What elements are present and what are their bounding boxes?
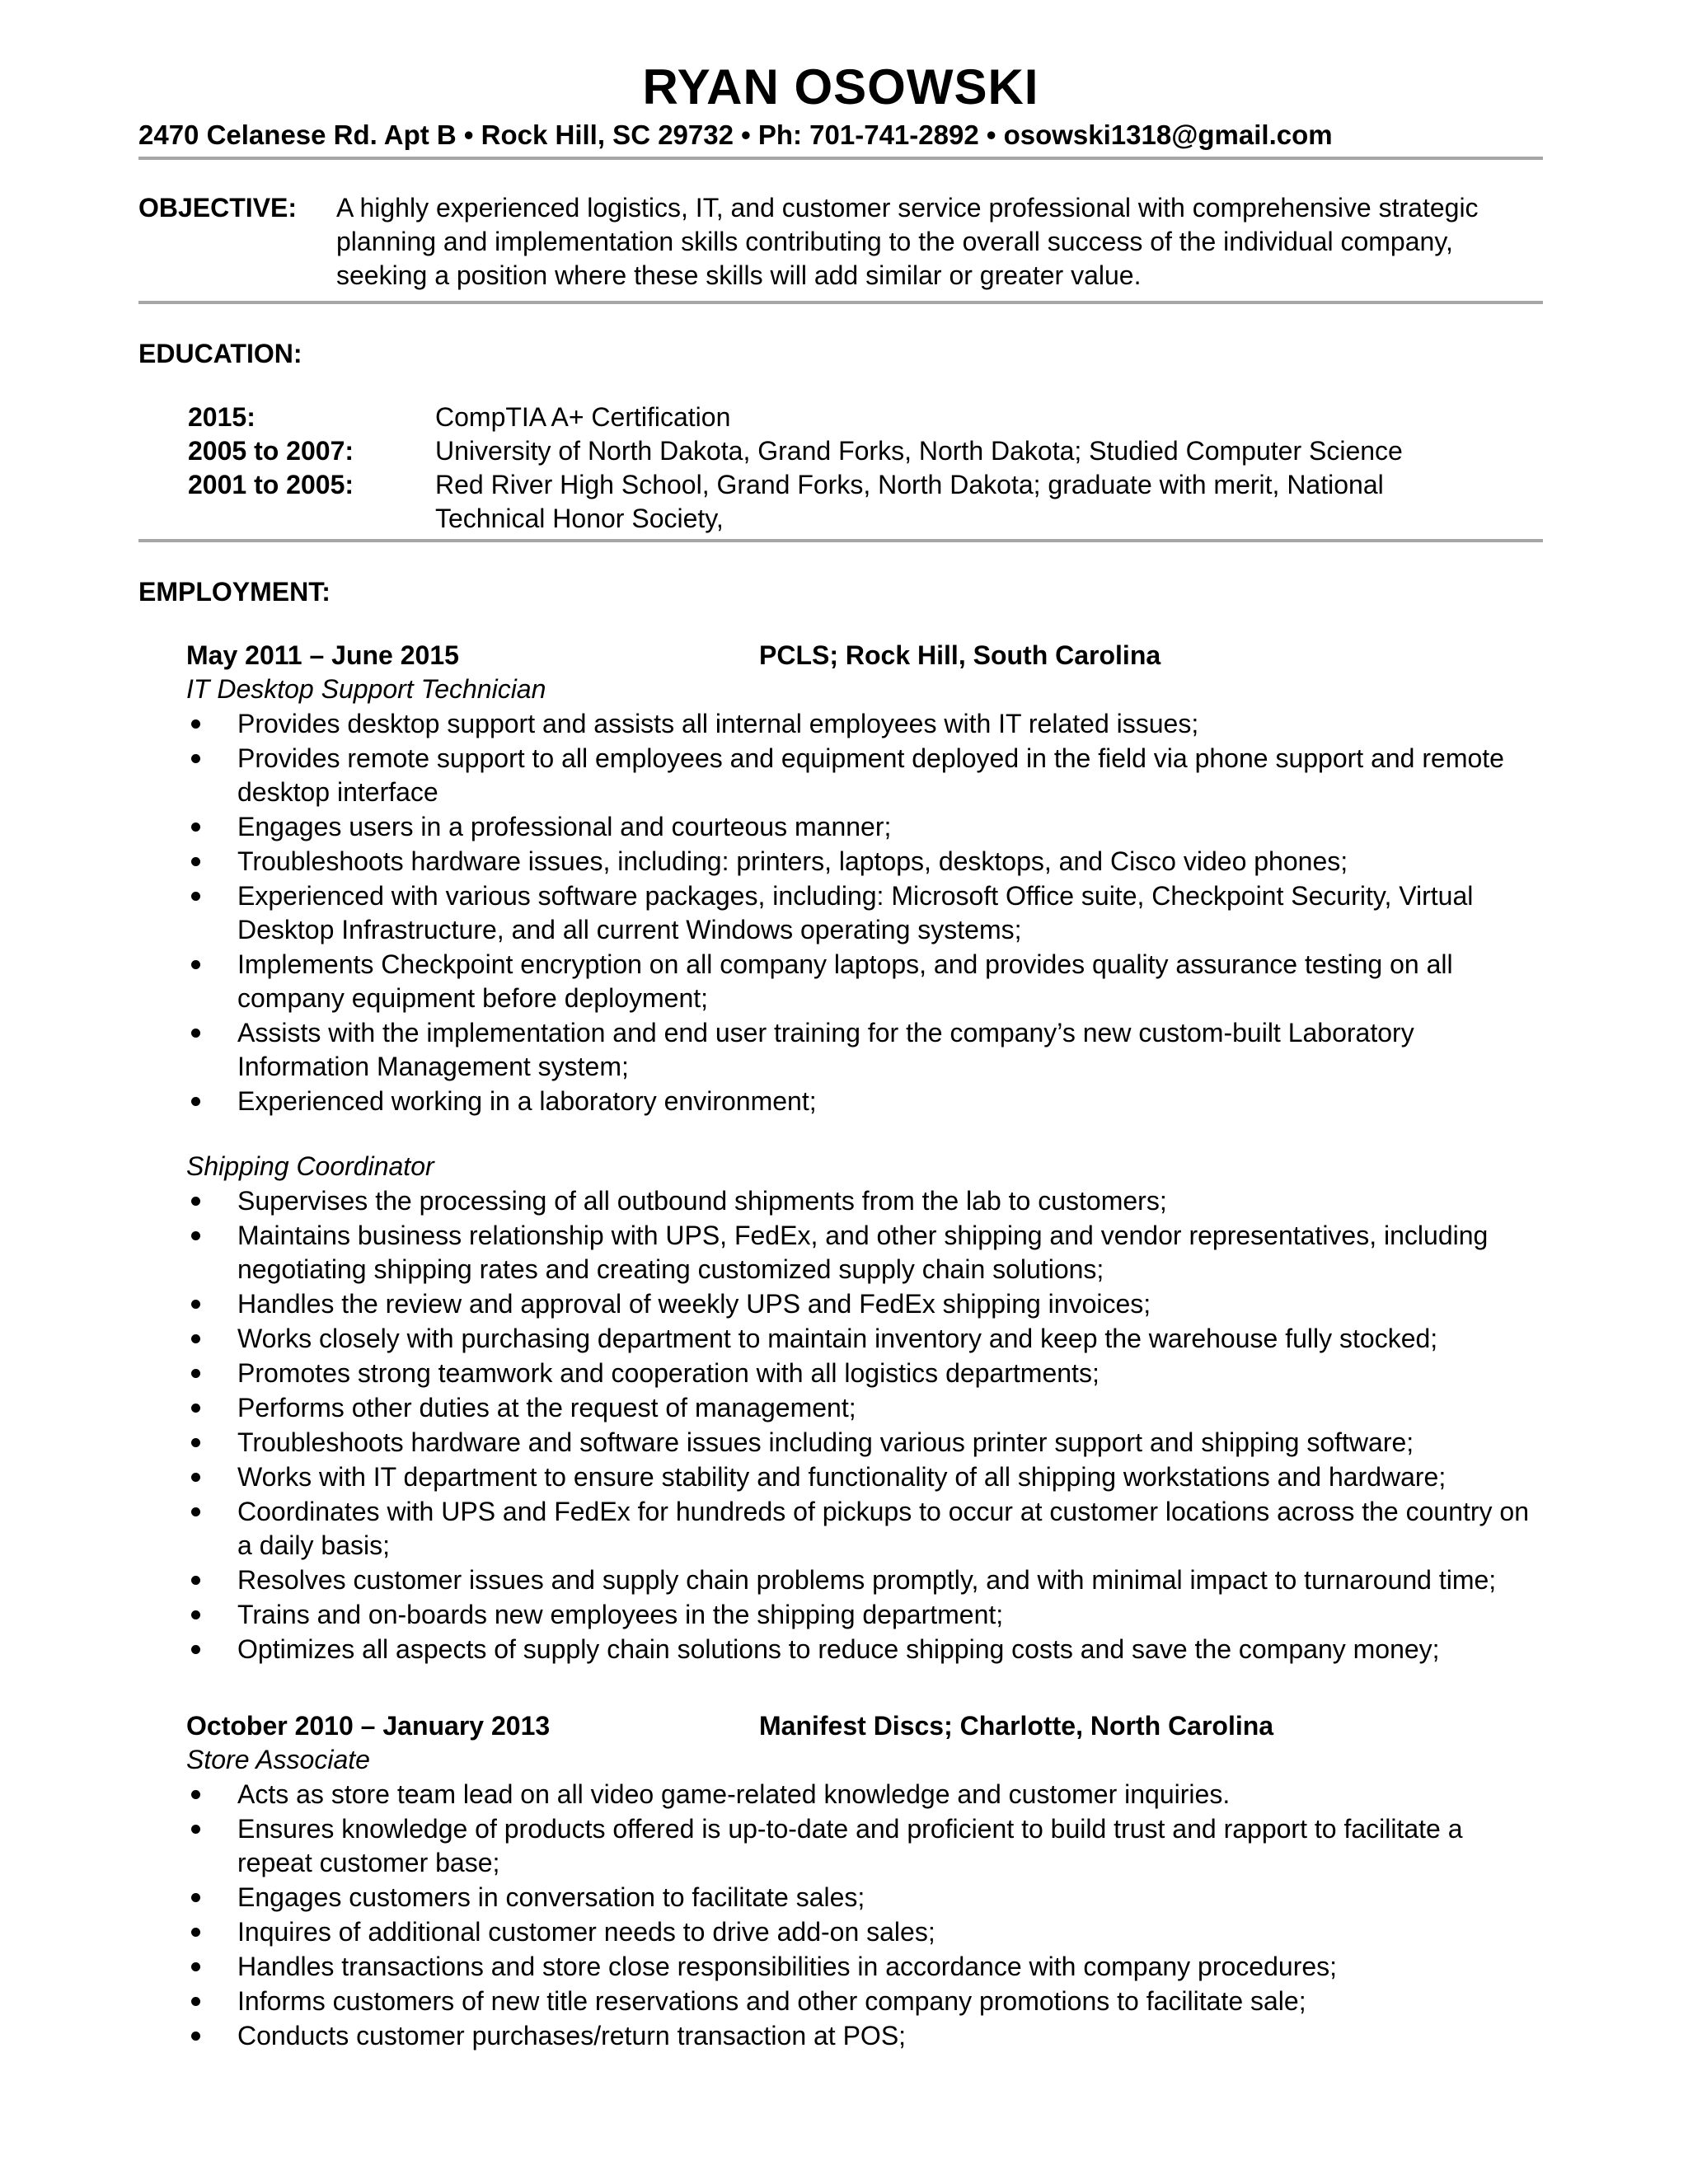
duty-item [185, 1460, 1543, 1494]
education-desc: CompTIA A+ Certification [435, 402, 731, 432]
duty-item [185, 845, 1543, 879]
duty-item [185, 1598, 1543, 1632]
objective-section [138, 191, 1543, 293]
duty-text: Works closely with purchasing department to maintain inventory and keep the warehouse fully stocked; [237, 1324, 1438, 1353]
duty-text: Resolves customer issues and supply chain problems promptly, and with minimal impact to turnaround time; [237, 1565, 1497, 1595]
job-employer: Manifest Discs; Charlotte, North Carolina [759, 1711, 1274, 1741]
duty-item [185, 948, 1543, 1015]
bullet-icon [191, 754, 200, 763]
bullet-icon [191, 1576, 200, 1585]
objective-text: A highly experienced logistics, IT, and customer service professional with comprehensive strategic planning and implementation skills contributing to the overall success of the individual company, seeking a position where these skills will add similar or greater value. [336, 193, 1479, 290]
bullet-icon [191, 1300, 200, 1309]
job-pcls-it [186, 639, 1543, 1118]
duty-item [185, 1881, 1543, 1915]
bullet-icon [191, 1369, 200, 1378]
job-title: Shipping Coordinator [186, 1151, 434, 1181]
bullet-icon [191, 1029, 200, 1038]
duty-item [185, 1950, 1543, 1984]
education-divider [138, 539, 1543, 542]
bullet-icon [191, 1790, 200, 1799]
education-desc: Red River High School, Grand Forks, North Dakota; graduate with merit, National Technical Honor Society, [435, 470, 1384, 533]
employment-heading: EMPLOYMENT: [138, 577, 331, 607]
duty-text: Works with IT department to ensure stability and functionality of all shipping workstations and hardware; [237, 1462, 1447, 1492]
bullet-icon [191, 1825, 200, 1834]
bullet-icon [191, 1610, 200, 1619]
duty-item [185, 1322, 1543, 1356]
duty-text: Troubleshoots hardware and software issues including various printer support and shipping software; [237, 1427, 1414, 1457]
duty-text: Assists with the implementation and end user training for the company’s new custom-built Laboratory Information Management system; [237, 1018, 1414, 1081]
job-duties-list [185, 1184, 1543, 1666]
bullet-icon [191, 719, 200, 729]
duty-item [185, 1391, 1543, 1425]
duty-item [185, 2019, 1543, 2053]
duty-item [185, 1357, 1543, 1390]
bullet-icon [191, 857, 200, 866]
objective-divider [138, 301, 1543, 304]
job-duties-list [185, 1778, 1543, 2053]
duty-text: Trains and on-boards new employees in the shipping department; [237, 1600, 1004, 1629]
duty-item [185, 1184, 1543, 1218]
duty-text: Maintains business relationship with UPS, FedEx, and other shipping and vendor representatives, including negotiating shipping rates and creating customized supply chain solutions; [237, 1221, 1489, 1284]
duty-text: Ensures knowledge of products offered is up-to-date and proficient to build trust and rapport to facilitate a repeat customer base; [237, 1814, 1463, 1877]
resume-page [138, 58, 1543, 2053]
bullet-icon [191, 1507, 200, 1516]
bullet-icon [191, 1893, 200, 1902]
header-divider [138, 157, 1543, 160]
bullet-icon [191, 892, 200, 901]
duty-item [185, 1426, 1543, 1460]
duty-text: Provides desktop support and assists all internal employees with IT related issues; [237, 709, 1199, 738]
duty-text: Performs other duties at the request of management; [237, 1393, 856, 1422]
duty-text: Experienced with various software packages, including: Microsoft Office suite, Checkpoint Security, Virtual Desktop Infrastructure, and all current Windows operating systems; [237, 881, 1474, 944]
bullet-icon [191, 823, 200, 832]
education-list [188, 401, 1543, 536]
job-duties-list [185, 707, 1543, 1118]
education-year: 2015: [188, 402, 256, 432]
bullet-icon [191, 1438, 200, 1447]
duty-text: Implements Checkpoint encryption on all company laptops, and provides quality assurance testing on all company equipment before deployment; [237, 949, 1453, 1013]
bullet-icon [191, 1404, 200, 1413]
bullet-icon [191, 1962, 200, 1971]
duty-item [185, 1915, 1543, 1949]
duty-item [185, 1812, 1543, 1880]
objective-label: OBJECTIVE: [138, 193, 298, 223]
bullet-icon [191, 2032, 200, 2041]
duty-text: Experienced working in a laboratory environment; [237, 1086, 817, 1116]
job-pcls-shipping [186, 1150, 1543, 1666]
duty-item [185, 1633, 1543, 1666]
duty-text: Coordinates with UPS and FedEx for hundreds of pickups to occur at customer locations across the country on a daily basis; [237, 1497, 1530, 1560]
duty-item [185, 1085, 1543, 1118]
bullet-icon [191, 1097, 200, 1106]
duty-text: Optimizes all aspects of supply chain solutions to reduce shipping costs and save the company money; [237, 1634, 1440, 1664]
duty-item [185, 1219, 1543, 1286]
education-year: 2001 to 2005: [188, 470, 354, 499]
bullet-icon [191, 1997, 200, 2006]
job-title: IT Desktop Support Technician [186, 674, 546, 704]
duty-text: Inquires of additional customer needs to drive add-on sales; [237, 1917, 935, 1947]
education-entry [188, 468, 1543, 536]
education-heading: EDUCATION: [138, 339, 302, 368]
education-year: 2005 to 2007: [188, 436, 354, 466]
duty-text: Handles transactions and store close responsibilities in accordance with company procedures; [237, 1952, 1338, 1981]
duty-text: Provides remote support to all employees and equipment deployed in the field via phone support and remote desktop interface [237, 743, 1504, 807]
education-desc: University of North Dakota, Grand Forks, North Dakota; Studied Computer Science [435, 436, 1403, 466]
bullet-icon [191, 960, 200, 969]
bullet-icon [191, 1197, 200, 1206]
duty-item [185, 1287, 1543, 1321]
duty-text: Acts as store team lead on all video game-related knowledge and customer inquiries. [237, 1779, 1231, 1809]
bullet-icon [191, 1928, 200, 1937]
duty-text: Informs customers of new title reservations and other company promotions to facilitate sale; [237, 1986, 1306, 2016]
duty-item [185, 1985, 1543, 2018]
job-manifest-discs [186, 1709, 1543, 2053]
job-dates: May 2011 – June 2015 [186, 640, 459, 670]
duty-item [185, 879, 1543, 947]
duty-item [185, 1778, 1543, 1811]
duty-item [185, 1495, 1543, 1563]
job-dates: October 2010 – January 2013 [186, 1711, 551, 1741]
duty-text: Conducts customer purchases/return transaction at POS; [237, 2021, 907, 2050]
bullet-icon [191, 1231, 200, 1240]
duty-item [185, 742, 1543, 809]
duty-text: Engages customers in conversation to facilitate sales; [237, 1882, 865, 1912]
contact-line: 2470 Celanese Rd. Apt B • Rock Hill, SC 29732 • Ph: 701-741-2892 • osowski1318@gmail.com [138, 120, 1333, 150]
bullet-icon [191, 1473, 200, 1482]
job-employer: PCLS; Rock Hill, South Carolina [759, 640, 1161, 670]
education-entry [188, 434, 1543, 468]
bullet-icon [191, 1645, 200, 1654]
duty-item [185, 1563, 1543, 1597]
job-header [186, 639, 1543, 673]
duty-item [185, 1016, 1543, 1084]
duty-item [185, 810, 1543, 844]
candidate-name: RYAN OSOWSKI [642, 59, 1039, 115]
duty-text: Promotes strong teamwork and cooperation with all logistics departments; [237, 1358, 1100, 1388]
duty-item [185, 707, 1543, 741]
bullet-icon [191, 1334, 200, 1343]
duty-text: Engages users in a professional and courteous manner; [237, 812, 892, 841]
duty-text: Handles the review and approval of weekly UPS and FedEx shipping invoices; [237, 1289, 1151, 1319]
duty-text: Troubleshoots hardware issues, including: printers, laptops, desktops, and Cisco video phones; [237, 846, 1348, 876]
duty-text: Supervises the processing of all outbound shipments from the lab to customers; [237, 1186, 1167, 1216]
education-entry [188, 401, 1543, 434]
job-header [186, 1709, 1543, 1743]
job-title: Store Associate [186, 1745, 370, 1774]
